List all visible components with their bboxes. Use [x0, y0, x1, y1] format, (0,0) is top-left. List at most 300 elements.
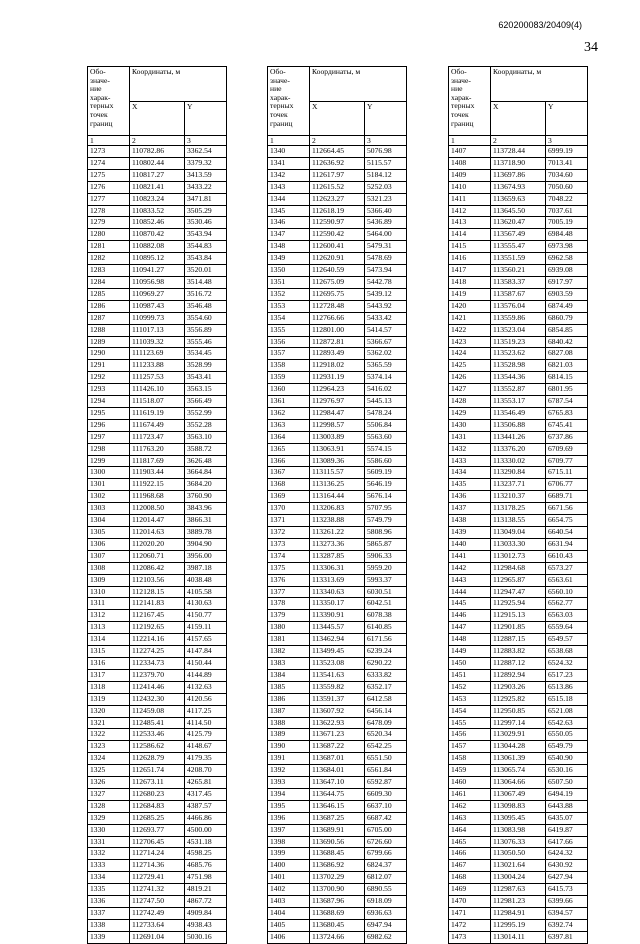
coordinates-table: [448, 66, 588, 944]
x-value: 113115.57: [310, 467, 365, 479]
x-value: 113290.84: [491, 467, 546, 479]
x-value: 112984.91: [491, 908, 546, 920]
x-value: 111233.88: [130, 360, 185, 372]
table-row: [449, 788, 588, 800]
x-value: 110969.27: [130, 288, 185, 300]
table-row: [88, 157, 227, 169]
x-value: 112741.32: [130, 884, 185, 896]
table-row: [268, 336, 407, 348]
x-value: 112590.97: [310, 217, 365, 229]
point-id: 1277: [88, 193, 130, 205]
y-value: 4105.58: [185, 586, 227, 598]
point-id: 1429: [449, 407, 491, 419]
x-value: 112714.36: [130, 860, 185, 872]
x-value: 113238.88: [310, 515, 365, 527]
table-row: [449, 598, 588, 610]
table-row: [449, 527, 588, 539]
table-row: [88, 848, 227, 860]
point-id: 1425: [449, 360, 491, 372]
table-row: [268, 681, 407, 693]
x-value: 113620.47: [491, 217, 546, 229]
point-id: 1390: [268, 741, 310, 753]
point-id: 1368: [268, 479, 310, 491]
point-id: 1347: [268, 229, 310, 241]
table-row: [268, 717, 407, 729]
y-value: 5906.33: [365, 550, 407, 562]
x-value: 112695.75: [310, 288, 365, 300]
x-value: 112020.20: [130, 538, 185, 550]
table-row: [88, 312, 227, 324]
point-id: 1360: [268, 384, 310, 396]
x-value: 113029.91: [491, 729, 546, 741]
y-value: 6709.77: [546, 455, 588, 467]
point-id: 1448: [449, 634, 491, 646]
x-value: 112714.24: [130, 848, 185, 860]
column-number: 3: [185, 136, 227, 146]
x-value: 112925.82: [491, 693, 546, 705]
x-value: 113287.85: [310, 550, 365, 562]
x-value: 113687.22: [310, 741, 365, 753]
table-row: [268, 622, 407, 634]
document-id: 620200083/20409(4): [498, 20, 582, 30]
y-value: 4500.00: [185, 824, 227, 836]
y-value: 3956.00: [185, 550, 227, 562]
y-value: 6549.79: [546, 741, 588, 753]
point-id: 1468: [449, 872, 491, 884]
point-id: 1408: [449, 157, 491, 169]
x-value: 112981.23: [491, 896, 546, 908]
x-value: 112103.56: [130, 574, 185, 586]
y-value: 4317.45: [185, 788, 227, 800]
x-value: 112684.83: [130, 800, 185, 812]
x-value: 112728.48: [310, 300, 365, 312]
table-row: [88, 467, 227, 479]
table-row: [449, 657, 588, 669]
x-value: 113687.25: [310, 812, 365, 824]
table-row: [268, 705, 407, 717]
point-id: 1315: [88, 646, 130, 658]
point-id: 1457: [449, 741, 491, 753]
y-value: 3433.22: [185, 181, 227, 193]
point-id: 1401: [268, 872, 310, 884]
y-value: 4038.48: [185, 574, 227, 586]
x-value: 113555.47: [491, 241, 546, 253]
table-row: [88, 491, 227, 503]
y-value: 6962.58: [546, 253, 588, 265]
y-value: 6456.14: [365, 705, 407, 717]
y-value: 6801.95: [546, 384, 588, 396]
point-id: 1442: [449, 562, 491, 574]
coordinates-header: Координаты, м: [310, 67, 407, 102]
x-value: 113273.36: [310, 538, 365, 550]
y-value: 6352.17: [365, 681, 407, 693]
table-row: [88, 253, 227, 265]
point-id: 1298: [88, 443, 130, 455]
point-id: 1367: [268, 467, 310, 479]
point-id: 1440: [449, 538, 491, 550]
y-value: 6936.63: [365, 908, 407, 920]
table-row: [268, 348, 407, 360]
y-value: 6530.16: [546, 765, 588, 777]
point-id: 1297: [88, 431, 130, 443]
table-row: [88, 479, 227, 491]
table-row: [449, 384, 588, 396]
point-id: 1326: [88, 777, 130, 789]
y-value: 3543.94: [185, 229, 227, 241]
y-value: 6573.27: [546, 562, 588, 574]
point-id: 1352: [268, 288, 310, 300]
x-value: 112664.45: [310, 146, 365, 158]
y-value: 6917.97: [546, 276, 588, 288]
y-value: 6078.38: [365, 610, 407, 622]
point-id: 1309: [88, 574, 130, 586]
x-value: 112274.25: [130, 646, 185, 658]
x-value: 112887.12: [491, 657, 546, 669]
point-id: 1303: [88, 503, 130, 515]
point-id: 1445: [449, 598, 491, 610]
y-value: 3520.01: [185, 265, 227, 277]
table-row: [449, 884, 588, 896]
table-row: [449, 181, 588, 193]
y-value: 4867.72: [185, 896, 227, 908]
y-value: 5252.03: [365, 181, 407, 193]
table-row: [449, 253, 588, 265]
table-row: [268, 753, 407, 765]
point-id: 1406: [268, 931, 310, 943]
point-id: 1294: [88, 396, 130, 408]
table-row: [268, 610, 407, 622]
y-value: 6550.05: [546, 729, 588, 741]
x-value: 113687.96: [310, 896, 365, 908]
point-id: 1391: [268, 753, 310, 765]
x-value: 112742.49: [130, 908, 185, 920]
table-row: [88, 372, 227, 384]
table-row: [88, 896, 227, 908]
table-row: [268, 919, 407, 931]
y-value: 6524.32: [546, 657, 588, 669]
point-id: 1411: [449, 193, 491, 205]
x-value: 112931.19: [310, 372, 365, 384]
table-row: [88, 884, 227, 896]
x-value: 112651.74: [130, 765, 185, 777]
y-value: 3555.46: [185, 336, 227, 348]
y-value: 3471.81: [185, 193, 227, 205]
point-label-header: Обо- значе- ние харак- терных точек границ: [88, 67, 130, 136]
x-value: 113583.37: [491, 276, 546, 288]
table-row: [268, 562, 407, 574]
y-value: 6799.66: [365, 848, 407, 860]
x-value: 113647.10: [310, 777, 365, 789]
point-id: 1349: [268, 253, 310, 265]
y-value: 6592.87: [365, 777, 407, 789]
y-value: 5646.19: [365, 479, 407, 491]
page-number: 34: [584, 40, 598, 55]
column-number: 1: [449, 136, 491, 146]
table-row: [449, 515, 588, 527]
y-value: 3684.20: [185, 479, 227, 491]
x-value: 113587.67: [491, 288, 546, 300]
y-value: 6560.10: [546, 586, 588, 598]
table-row: [88, 681, 227, 693]
table-row: [268, 157, 407, 169]
point-id: 1447: [449, 622, 491, 634]
table-row: [88, 657, 227, 669]
point-id: 1423: [449, 336, 491, 348]
x-value: 112766.66: [310, 312, 365, 324]
point-id: 1356: [268, 336, 310, 348]
x-value: 113061.39: [491, 753, 546, 765]
x-value: 112379.70: [130, 669, 185, 681]
y-value: 6918.09: [365, 896, 407, 908]
y-header: Y: [546, 101, 588, 136]
y-value: 6030.51: [365, 586, 407, 598]
point-id: 1393: [268, 777, 310, 789]
table-row: [88, 396, 227, 408]
x-value: 112901.85: [491, 622, 546, 634]
x-value: 113567.49: [491, 229, 546, 241]
table-row: [449, 467, 588, 479]
y-value: 3987.18: [185, 562, 227, 574]
y-value: 5506.84: [365, 419, 407, 431]
x-value: 113064.66: [491, 777, 546, 789]
table-row: [88, 360, 227, 372]
y-value: 6709.69: [546, 443, 588, 455]
point-id: 1318: [88, 681, 130, 693]
y-value: 4466.86: [185, 812, 227, 824]
y-value: 6814.15: [546, 372, 588, 384]
point-id: 1365: [268, 443, 310, 455]
table-row: [449, 491, 588, 503]
y-value: 5030.16: [185, 931, 227, 943]
y-value: 6478.09: [365, 717, 407, 729]
point-id: 1283: [88, 265, 130, 277]
table-row: [449, 336, 588, 348]
x-value: 113541.63: [310, 669, 365, 681]
table-row: [88, 503, 227, 515]
column-number: 2: [310, 136, 365, 146]
x-value: 113330.02: [491, 455, 546, 467]
table-row: [449, 812, 588, 824]
table-row: [268, 860, 407, 872]
y-value: 6494.19: [546, 788, 588, 800]
point-id: 1313: [88, 622, 130, 634]
table-row: [268, 836, 407, 848]
table-row: [268, 491, 407, 503]
table-row: [268, 729, 407, 741]
point-id: 1376: [268, 574, 310, 586]
x-value: 113622.93: [310, 717, 365, 729]
table-row: [88, 324, 227, 336]
y-value: 6538.68: [546, 646, 588, 658]
point-id: 1345: [268, 205, 310, 217]
y-value: 4157.65: [185, 634, 227, 646]
y-value: 6562.77: [546, 598, 588, 610]
x-value: 113674.93: [491, 181, 546, 193]
table-row: [268, 169, 407, 181]
y-value: 6854.85: [546, 324, 588, 336]
point-id: 1470: [449, 896, 491, 908]
point-id: 1444: [449, 586, 491, 598]
point-id: 1386: [268, 693, 310, 705]
table-row: [88, 622, 227, 634]
x-value: 113004.24: [491, 872, 546, 884]
y-value: 4125.79: [185, 729, 227, 741]
point-id: 1306: [88, 538, 130, 550]
y-value: 6860.79: [546, 312, 588, 324]
x-value: 110882.08: [130, 241, 185, 253]
point-id: 1417: [449, 265, 491, 277]
y-value: 3588.72: [185, 443, 227, 455]
point-id: 1340: [268, 146, 310, 158]
x-value: 112334.73: [130, 657, 185, 669]
y-value: 6874.49: [546, 300, 588, 312]
y-value: 5414.57: [365, 324, 407, 336]
point-id: 1394: [268, 788, 310, 800]
x-value: 113523.04: [491, 324, 546, 336]
point-id: 1362: [268, 407, 310, 419]
table-row: [88, 431, 227, 443]
point-id: 1472: [449, 919, 491, 931]
table-row: [268, 527, 407, 539]
table-row: [449, 229, 588, 241]
x-value: 112459.08: [130, 705, 185, 717]
point-label-header: Обо- значе- ние харак- терных точек границ: [268, 67, 310, 136]
table-row: [449, 848, 588, 860]
x-header: X: [491, 101, 546, 136]
x-value: 112733.64: [130, 919, 185, 931]
x-value: 113559.82: [310, 681, 365, 693]
point-id: 1333: [88, 860, 130, 872]
y-value: 6947.94: [365, 919, 407, 931]
table-row: [268, 646, 407, 658]
point-id: 1466: [449, 848, 491, 860]
table-row: [449, 503, 588, 515]
y-value: 5563.60: [365, 431, 407, 443]
y-value: 5676.14: [365, 491, 407, 503]
x-header: X: [310, 101, 365, 136]
table-row: [449, 586, 588, 598]
point-id: 1436: [449, 491, 491, 503]
table-row: [268, 205, 407, 217]
point-id: 1416: [449, 253, 491, 265]
point-id: 1330: [88, 824, 130, 836]
table-row: [449, 169, 588, 181]
x-value: 113689.91: [310, 824, 365, 836]
table-row: [449, 741, 588, 753]
point-id: 1412: [449, 205, 491, 217]
point-id: 1344: [268, 193, 310, 205]
table-row: [88, 729, 227, 741]
x-value: 113136.25: [310, 479, 365, 491]
table-row: [88, 276, 227, 288]
table-row: [88, 753, 227, 765]
y-value: 6521.08: [546, 705, 588, 717]
y-value: 4114.50: [185, 717, 227, 729]
x-value: 110823.24: [130, 193, 185, 205]
point-id: 1287: [88, 312, 130, 324]
y-value: 6824.37: [365, 860, 407, 872]
point-id: 1319: [88, 693, 130, 705]
point-id: 1387: [268, 705, 310, 717]
table-row: [88, 193, 227, 205]
x-value: 112747.50: [130, 896, 185, 908]
point-id: 1421: [449, 312, 491, 324]
coordinates-header: Координаты, м: [491, 67, 588, 102]
x-value: 110895.12: [130, 253, 185, 265]
point-id: 1396: [268, 812, 310, 824]
table-row: [88, 407, 227, 419]
point-id: 1434: [449, 467, 491, 479]
y-value: 4144.89: [185, 669, 227, 681]
point-id: 1327: [88, 788, 130, 800]
y-value: 6706.77: [546, 479, 588, 491]
x-value: 112167.45: [130, 610, 185, 622]
x-value: 113551.59: [491, 253, 546, 265]
y-value: 6973.98: [546, 241, 588, 253]
table-row: [268, 217, 407, 229]
point-id: 1281: [88, 241, 130, 253]
y-value: 5473.94: [365, 265, 407, 277]
point-id: 1373: [268, 538, 310, 550]
y-value: 5586.60: [365, 455, 407, 467]
point-id: 1361: [268, 396, 310, 408]
x-value: 113014.11: [491, 931, 546, 943]
table-row: [449, 550, 588, 562]
table-row: [449, 288, 588, 300]
point-id: 1395: [268, 800, 310, 812]
point-id: 1467: [449, 860, 491, 872]
y-value: 6939.08: [546, 265, 588, 277]
x-value: 113684.01: [310, 765, 365, 777]
point-id: 1424: [449, 348, 491, 360]
x-value: 113340.63: [310, 586, 365, 598]
table-row: [88, 419, 227, 431]
point-id: 1450: [449, 657, 491, 669]
table-row: [449, 538, 588, 550]
table-row: [449, 455, 588, 467]
x-value: 110817.27: [130, 169, 185, 181]
table-row: [449, 300, 588, 312]
table-row: [268, 372, 407, 384]
x-value: 113671.23: [310, 729, 365, 741]
table-row: [268, 800, 407, 812]
y-value: 3528.99: [185, 360, 227, 372]
table-row: [88, 300, 227, 312]
column-number: 2: [130, 136, 185, 146]
table-row: [88, 777, 227, 789]
point-id: 1441: [449, 550, 491, 562]
point-id: 1331: [88, 836, 130, 848]
x-value: 111763.20: [130, 443, 185, 455]
y-value: 7037.61: [546, 205, 588, 217]
x-value: 111674.49: [130, 419, 185, 431]
table-row: [88, 527, 227, 539]
point-id: 1446: [449, 610, 491, 622]
y-value: 3543.84: [185, 253, 227, 265]
y-value: 5574.15: [365, 443, 407, 455]
x-value: 112636.92: [310, 157, 365, 169]
point-id: 1323: [88, 741, 130, 753]
y-value: 4148.67: [185, 741, 227, 753]
x-value: 112432.30: [130, 693, 185, 705]
x-value: 112987.63: [491, 884, 546, 896]
table-row: [449, 777, 588, 789]
y-value: 5076.98: [365, 146, 407, 158]
x-value: 113390.91: [310, 610, 365, 622]
table-row: [88, 241, 227, 253]
point-id: 1449: [449, 646, 491, 658]
x-value: 113021.64: [491, 860, 546, 872]
